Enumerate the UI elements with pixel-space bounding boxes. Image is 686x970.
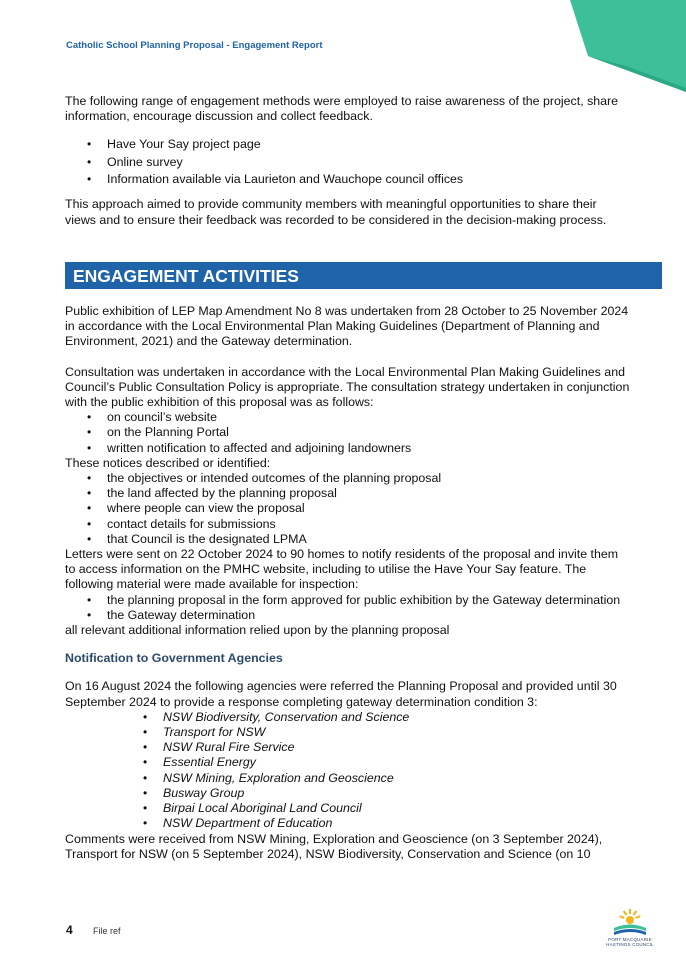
- logo-line-1: PORT MACQUARIE: [608, 937, 652, 942]
- list-item: • Information available via Laurieton and Wauchope council offices: [65, 171, 625, 188]
- materials-tail: all relevant additional information relied upon by the planning proposal: [65, 623, 450, 638]
- list-item: • where people can view the proposal: [65, 501, 630, 516]
- list-item: • Have Your Say project page: [65, 136, 625, 153]
- list-item: • the objectives or intended outcomes of the planning proposal: [65, 471, 630, 486]
- channels-list: [65, 410, 630, 456]
- agencies-intro: On 16 August 2024 the following agencies were referred the Planning Proposal and provided until 30 September 2024 to provide a response completing gateway determination condition 3:: [65, 679, 617, 709]
- methods-list: [65, 136, 625, 188]
- exhibition-paragraph: Public exhibition of LEP Map Amendment No 8 was undertaken from 28 October to 25 November 2024 in accordance with the Local Environmental Plan Making Guidelines (Department of Planning and Environment, 2021) and the Gateway determination.: [65, 304, 629, 349]
- intro-paragraph-2: This approach aimed to provide community members with meaningful opportunities to share their views and to ensure their feedback was recorded to be considered in the decision-making process.: [65, 197, 607, 227]
- list-item: • Busway Group: [65, 786, 630, 801]
- list-item: • the land affected by the planning proposal: [65, 486, 630, 501]
- consultation-paragraph: Consultation was undertaken in accordance with the Local Environmental Plan Making Guidelines and Council’s Public Consultation Policy is appropriate. The consultation strategy undertaken in conjunction with the public exhibition of this proposal was as follows:: [65, 364, 630, 410]
- list-item: • Transport for NSW: [65, 725, 630, 740]
- list-item: • Birpai Local Aboriginal Land Council: [65, 801, 630, 816]
- notices-list: [65, 471, 630, 547]
- notices-intro: These notices described or identified:: [65, 455, 271, 470]
- list-item: • on council’s website: [65, 410, 630, 425]
- list-item: • Online survey: [65, 154, 625, 171]
- council-logo-text: [602, 937, 658, 947]
- letters-paragraph: Letters were sent on 22 October 2024 to 90 homes to notify residents of the proposal and invite them to access information on the PMHC website, including to utilise the Have Your Say feature. The following material were made available for inspection:: [65, 547, 619, 592]
- materials-list: [65, 593, 630, 623]
- file-ref: File ref: [93, 926, 121, 936]
- list-item: • the planning proposal in the form approved for public exhibition by the Gateway determination: [65, 593, 630, 608]
- page-number: 4: [66, 923, 73, 937]
- comments-paragraph: Comments were received from NSW Mining, Exploration and Geoscience (on 3 September 2024), Transport for NSW (on 5 September 2024), NSW Biodiversity, Conservation and Science (on 10: [65, 831, 603, 861]
- list-item: • Essential Energy: [65, 755, 630, 770]
- list-item: • the Gateway determination: [65, 608, 630, 623]
- header-title: Catholic School Planning Proposal - Engagement Report: [66, 40, 323, 51]
- agencies-subheading: Notification to Government Agencies: [65, 651, 283, 666]
- list-item: • NSW Department of Education: [65, 816, 630, 831]
- list-item: • on the Planning Portal: [65, 425, 630, 440]
- logo-line-2: HASTINGS COUNCIL: [606, 942, 654, 947]
- intro-section: [65, 94, 625, 228]
- list-item: • NSW Mining, Exploration and Geoscience: [65, 771, 630, 786]
- list-item: • that Council is the designated LPMA: [65, 532, 630, 547]
- intro-paragraph: The following range of engagement methods were employed to raise awareness of the project, share information, encourage discussion and collect feedback.: [65, 94, 619, 124]
- engagement-section: [65, 304, 630, 862]
- list-item: • NSW Biodiversity, Conservation and Science: [65, 710, 630, 725]
- list-item: • NSW Rural Fire Service: [65, 740, 630, 755]
- section-heading: ENGAGEMENT ACTIVITIES: [65, 262, 662, 289]
- list-item: • contact details for submissions: [65, 517, 630, 532]
- corner-decoration: [566, 0, 686, 92]
- agencies-list: [65, 710, 630, 832]
- list-item: • written notification to affected and adjoining landowners: [65, 441, 630, 456]
